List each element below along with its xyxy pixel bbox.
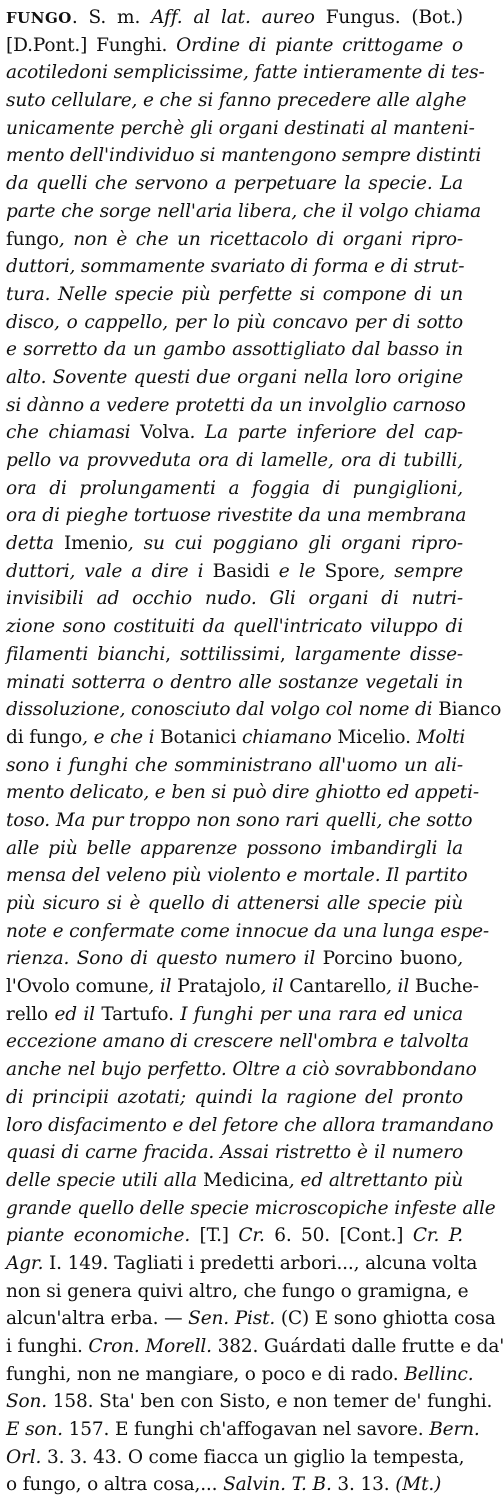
text-segment: . [168, 1003, 181, 1025]
text-segment: o fungo, o altra cosa,... [6, 1474, 224, 1496]
text-segment: , [165, 643, 181, 665]
entry-text-line [6, 1001, 463, 1029]
text-segment: 157. E funghi ch'affogavan nel savore. [62, 1419, 430, 1441]
text-segment: dissoluzione, conosciuto dal volgo col nome di [6, 699, 439, 721]
text-segment: Salvin. T. B. [223, 1474, 332, 1496]
text-segment: Ordine di piante crittogame o [176, 34, 464, 56]
text-segment: mensa del veleno più violento e mortale. Il partito [6, 865, 468, 887]
text-segment: Pratajolo [177, 976, 261, 998]
entry-text-line [6, 669, 463, 697]
entry-text-line [6, 945, 463, 973]
entry-text-line [6, 115, 475, 143]
text-segment: alto. Sovente questi due organi nella loro origine [6, 366, 463, 388]
text-segment: . S. m. [71, 7, 152, 28]
text-segment: l'Ovolo comune [6, 976, 149, 998]
entry-text-line [6, 1388, 493, 1416]
text-segment: [T.] [190, 1225, 239, 1247]
text-segment: , il [260, 976, 290, 998]
text-segment: tura. Nelle specie più perfette si compone di un [6, 283, 463, 305]
text-segment: loro disfacimento e del fetore che allora tramandano [6, 1114, 494, 1136]
text-segment [251, 7, 262, 28]
text-segment: Micelio [337, 726, 406, 748]
text-segment: quasi di carne fracida. Assai ristretto è il numero [6, 1142, 463, 1164]
entry-text-line [6, 309, 463, 337]
text-segment: Orl. [6, 1446, 42, 1468]
text-segment: disco, o cappello, per lo più concavo per di sotto [6, 311, 463, 333]
text-segment: sottilissimi [180, 643, 280, 665]
text-segment: , il [386, 976, 415, 998]
entry-text-line [6, 862, 468, 890]
text-segment: mento dell'individuo si mantengono sempre distinti [6, 145, 482, 167]
entry-text-line [6, 890, 463, 918]
text-segment: Cr. P. [412, 1225, 463, 1247]
text-segment: (Mt.) [395, 1474, 442, 1496]
text-segment: I funghi per una rara ed unica [180, 1003, 463, 1025]
entry-text-line [6, 918, 490, 946]
text-segment: Bianco [438, 699, 502, 721]
text-segment: note e confermate come innocue da una lunga espe- [6, 920, 490, 942]
text-segment: che chiamasi [6, 422, 141, 444]
text-segment: Volva [140, 422, 190, 444]
entry-text-line [6, 1084, 463, 1112]
entry-text-line [6, 502, 467, 530]
text-segment: di fungo [6, 726, 83, 748]
entry-headline [6, 4, 463, 32]
entry-text-line [6, 1195, 496, 1223]
text-segment: Bellinc. [404, 1363, 474, 1385]
text-segment: , su cui poggiano gli organi ripro- [127, 533, 463, 555]
entry-text-line [6, 1444, 463, 1472]
entry-text-line [6, 1250, 478, 1278]
entry-text-line [6, 253, 463, 281]
text-segment: zione sono costituiti da quell'intricato viluppo di [6, 616, 463, 638]
text-segment: 158. Sta' ben con Sisto, e non temer de' funghi. [47, 1391, 493, 1413]
text-segment: Agr. [6, 1252, 44, 1274]
text-segment: Spore [324, 560, 380, 582]
entry-text-line [6, 1416, 480, 1444]
text-segment: rello [6, 1003, 49, 1025]
text-segment: invisibili ad occhio nudo. Gli organi di nutri- [6, 588, 463, 610]
text-segment: , ed altrettanto più [288, 1169, 464, 1191]
text-segment: mento delicato, e ben si può dire ghiotto ed appeti- [6, 782, 479, 804]
text-segment: eccezione amano di crescere nell'ombra e talvolta [6, 1031, 469, 1053]
entry-text-line [6, 558, 463, 586]
text-segment: Porcino buono [322, 948, 458, 970]
text-segment: aureo [261, 7, 315, 28]
entry-text-line [6, 1056, 477, 1084]
entry-text-line [6, 613, 463, 641]
text-segment: 3. 3. 43. O come fiacca un giglio la tempesta, [41, 1446, 465, 1468]
text-segment: suto cellulare, e che si fanno precedere alle alghe [6, 90, 467, 112]
text-segment: chiamano [236, 726, 338, 748]
text-segment: Buche- [414, 976, 479, 998]
text-segment: [D.Pont.] Funghi. [6, 34, 177, 56]
entry-text-line [6, 447, 463, 475]
entry-text-line [6, 1305, 496, 1333]
text-segment: 3. 13. [331, 1474, 396, 1496]
text-segment: , [279, 643, 295, 665]
text-segment: toso. Ma pur troppo non sono rari quelli, che sotto [6, 809, 473, 831]
text-segment: . [405, 726, 417, 748]
text-segment: largamente disse- [294, 643, 464, 665]
text-segment: e sorretto da un gambo assottigliato dal basso in [6, 339, 463, 361]
entry-text-line [6, 1471, 463, 1499]
text-segment: rienza. Sono di questo numero il [6, 948, 323, 970]
entry-text-line [6, 973, 479, 1001]
entry-text-line [6, 1112, 494, 1140]
text-segment: ed il [48, 1003, 102, 1025]
text-segment: duttori, sommamente svariato di forma e di strut- [6, 256, 465, 278]
text-segment: alle più belle apparenze possono imbandirgli la [6, 837, 463, 859]
text-segment: Molti [416, 726, 466, 748]
entry-text-line [6, 1333, 504, 1361]
entry-text-line [6, 779, 479, 807]
text-segment: unicamente perchè gli organi destinati al manteni- [6, 117, 475, 139]
entry-text-line [6, 1278, 469, 1306]
headword: FUNGO [6, 9, 72, 27]
text-segment: Medicina [203, 1169, 289, 1191]
text-segment: Bern. [429, 1419, 480, 1441]
entry-text-line [6, 641, 463, 669]
entry-text-line [6, 87, 467, 115]
entry-text-line [6, 59, 485, 87]
text-segment: , e che i [82, 726, 161, 748]
text-segment: piante economiche. [6, 1225, 191, 1247]
text-segment: E son. [6, 1419, 63, 1441]
entry-text-line [6, 142, 482, 170]
text-segment: fungo [6, 228, 59, 250]
text-segment: Cr. [238, 1225, 265, 1247]
text-segment: ora di prolungamenti a foggia di pungiglioni, [6, 477, 463, 499]
text-segment: (C) E sono ghiotta cosa [275, 1308, 496, 1330]
entry-text-line [6, 475, 463, 503]
entry-text-line [6, 1028, 469, 1056]
text-segment: , il [148, 976, 178, 998]
entry-text-line [6, 170, 463, 198]
text-segment: Tartufo [101, 1003, 169, 1025]
entry-text-line [6, 835, 463, 863]
text-segment: anche nel bujo perfetto. Oltre a ciò sovrabbondano [6, 1059, 477, 1081]
text-segment: minati sotterra o dentro alle sostanze vegetali in [6, 671, 463, 693]
text-segment: Cron. Morell. [88, 1336, 212, 1357]
text-segment: alcun'altra erba. — [6, 1308, 189, 1330]
text-segment: , non è che un ricettacolo di organi ripro- [58, 228, 463, 250]
text-segment: filamenti bianchi [6, 643, 166, 665]
text-segment: più sicuro si è quello di attenersi alle specie più [6, 893, 463, 914]
text-segment: non si genera quivi altro, che fungo o gramigna, e [6, 1280, 469, 1302]
entry-text-line [6, 281, 463, 309]
entry-text-line [6, 32, 463, 60]
text-segment: , [457, 948, 463, 970]
text-segment: Sen. Pist. [188, 1308, 276, 1330]
text-segment: Botanici [160, 726, 237, 748]
entry-text-line [6, 419, 463, 447]
entry-text-line [6, 198, 482, 226]
text-segment: sono i funghi che somministrano all'uomo un ali- [6, 754, 463, 776]
text-segment: acotiledoni semplicissime, fatte intieramente di tes- [6, 62, 485, 84]
text-segment: 382. Guárdati dalle frutte e da' [211, 1336, 504, 1357]
entry-text-line [6, 226, 463, 254]
entry-text-line [6, 1361, 474, 1389]
text-segment: di principii azotati; quindi la ragione del pronto [6, 1086, 463, 1108]
entry-text-line [6, 364, 463, 392]
entry-text-line [6, 724, 466, 752]
text-segment: 6. 50. [Cont.] [264, 1225, 413, 1247]
text-segment: duttori, vale a dire i [6, 560, 213, 582]
text-segment: pello va provveduta ora di lamelle, ora di tubilli, [6, 450, 463, 471]
text-segment: funghi, non ne mangiare, o poco e di rado. [6, 1363, 405, 1385]
text-segment: da quelli che servono a perpetuare la specie. La [6, 173, 463, 195]
entry-text-line [6, 696, 502, 724]
text-segment: i funghi. [6, 1336, 89, 1357]
text-segment: grande quello delle specie microscopiche infeste alle [6, 1197, 496, 1219]
entry-text-line [6, 1167, 463, 1195]
entry-text-line [6, 1222, 463, 1250]
text-segment: Cantarello [289, 976, 387, 998]
text-segment: , sempre [379, 560, 464, 582]
entry-text-line [6, 585, 463, 613]
text-segment: Son. [6, 1391, 48, 1413]
entry-text-line [6, 336, 463, 364]
text-segment: detta [6, 533, 64, 555]
text-segment: Fungus. (Bot.) [314, 7, 463, 28]
text-segment: Basidi [212, 560, 270, 582]
entry-text-line [6, 1139, 463, 1167]
text-segment: Imenio [63, 533, 128, 555]
text-segment: ora di pieghe tortuose rivestite da una membrana [6, 505, 467, 527]
text-segment: Aff. al lat. [151, 7, 251, 28]
text-segment: e le [269, 560, 325, 582]
entry-text-line [6, 530, 463, 558]
text-segment: . La parte inferiore del cap- [189, 422, 464, 444]
text-segment: si dànno a vedere protetti da un involglio carnoso [6, 394, 466, 416]
entry-text-line [6, 752, 463, 780]
text-segment: delle specie utili alla [6, 1169, 204, 1191]
text-segment: I. 149. Tagliati i predetti arbori..., alcuna volta [43, 1252, 478, 1274]
entry-text-line [6, 807, 473, 835]
entry-text-line [6, 392, 466, 420]
text-segment: parte che sorge nell'aria libera, che il volgo chiama [6, 200, 482, 222]
